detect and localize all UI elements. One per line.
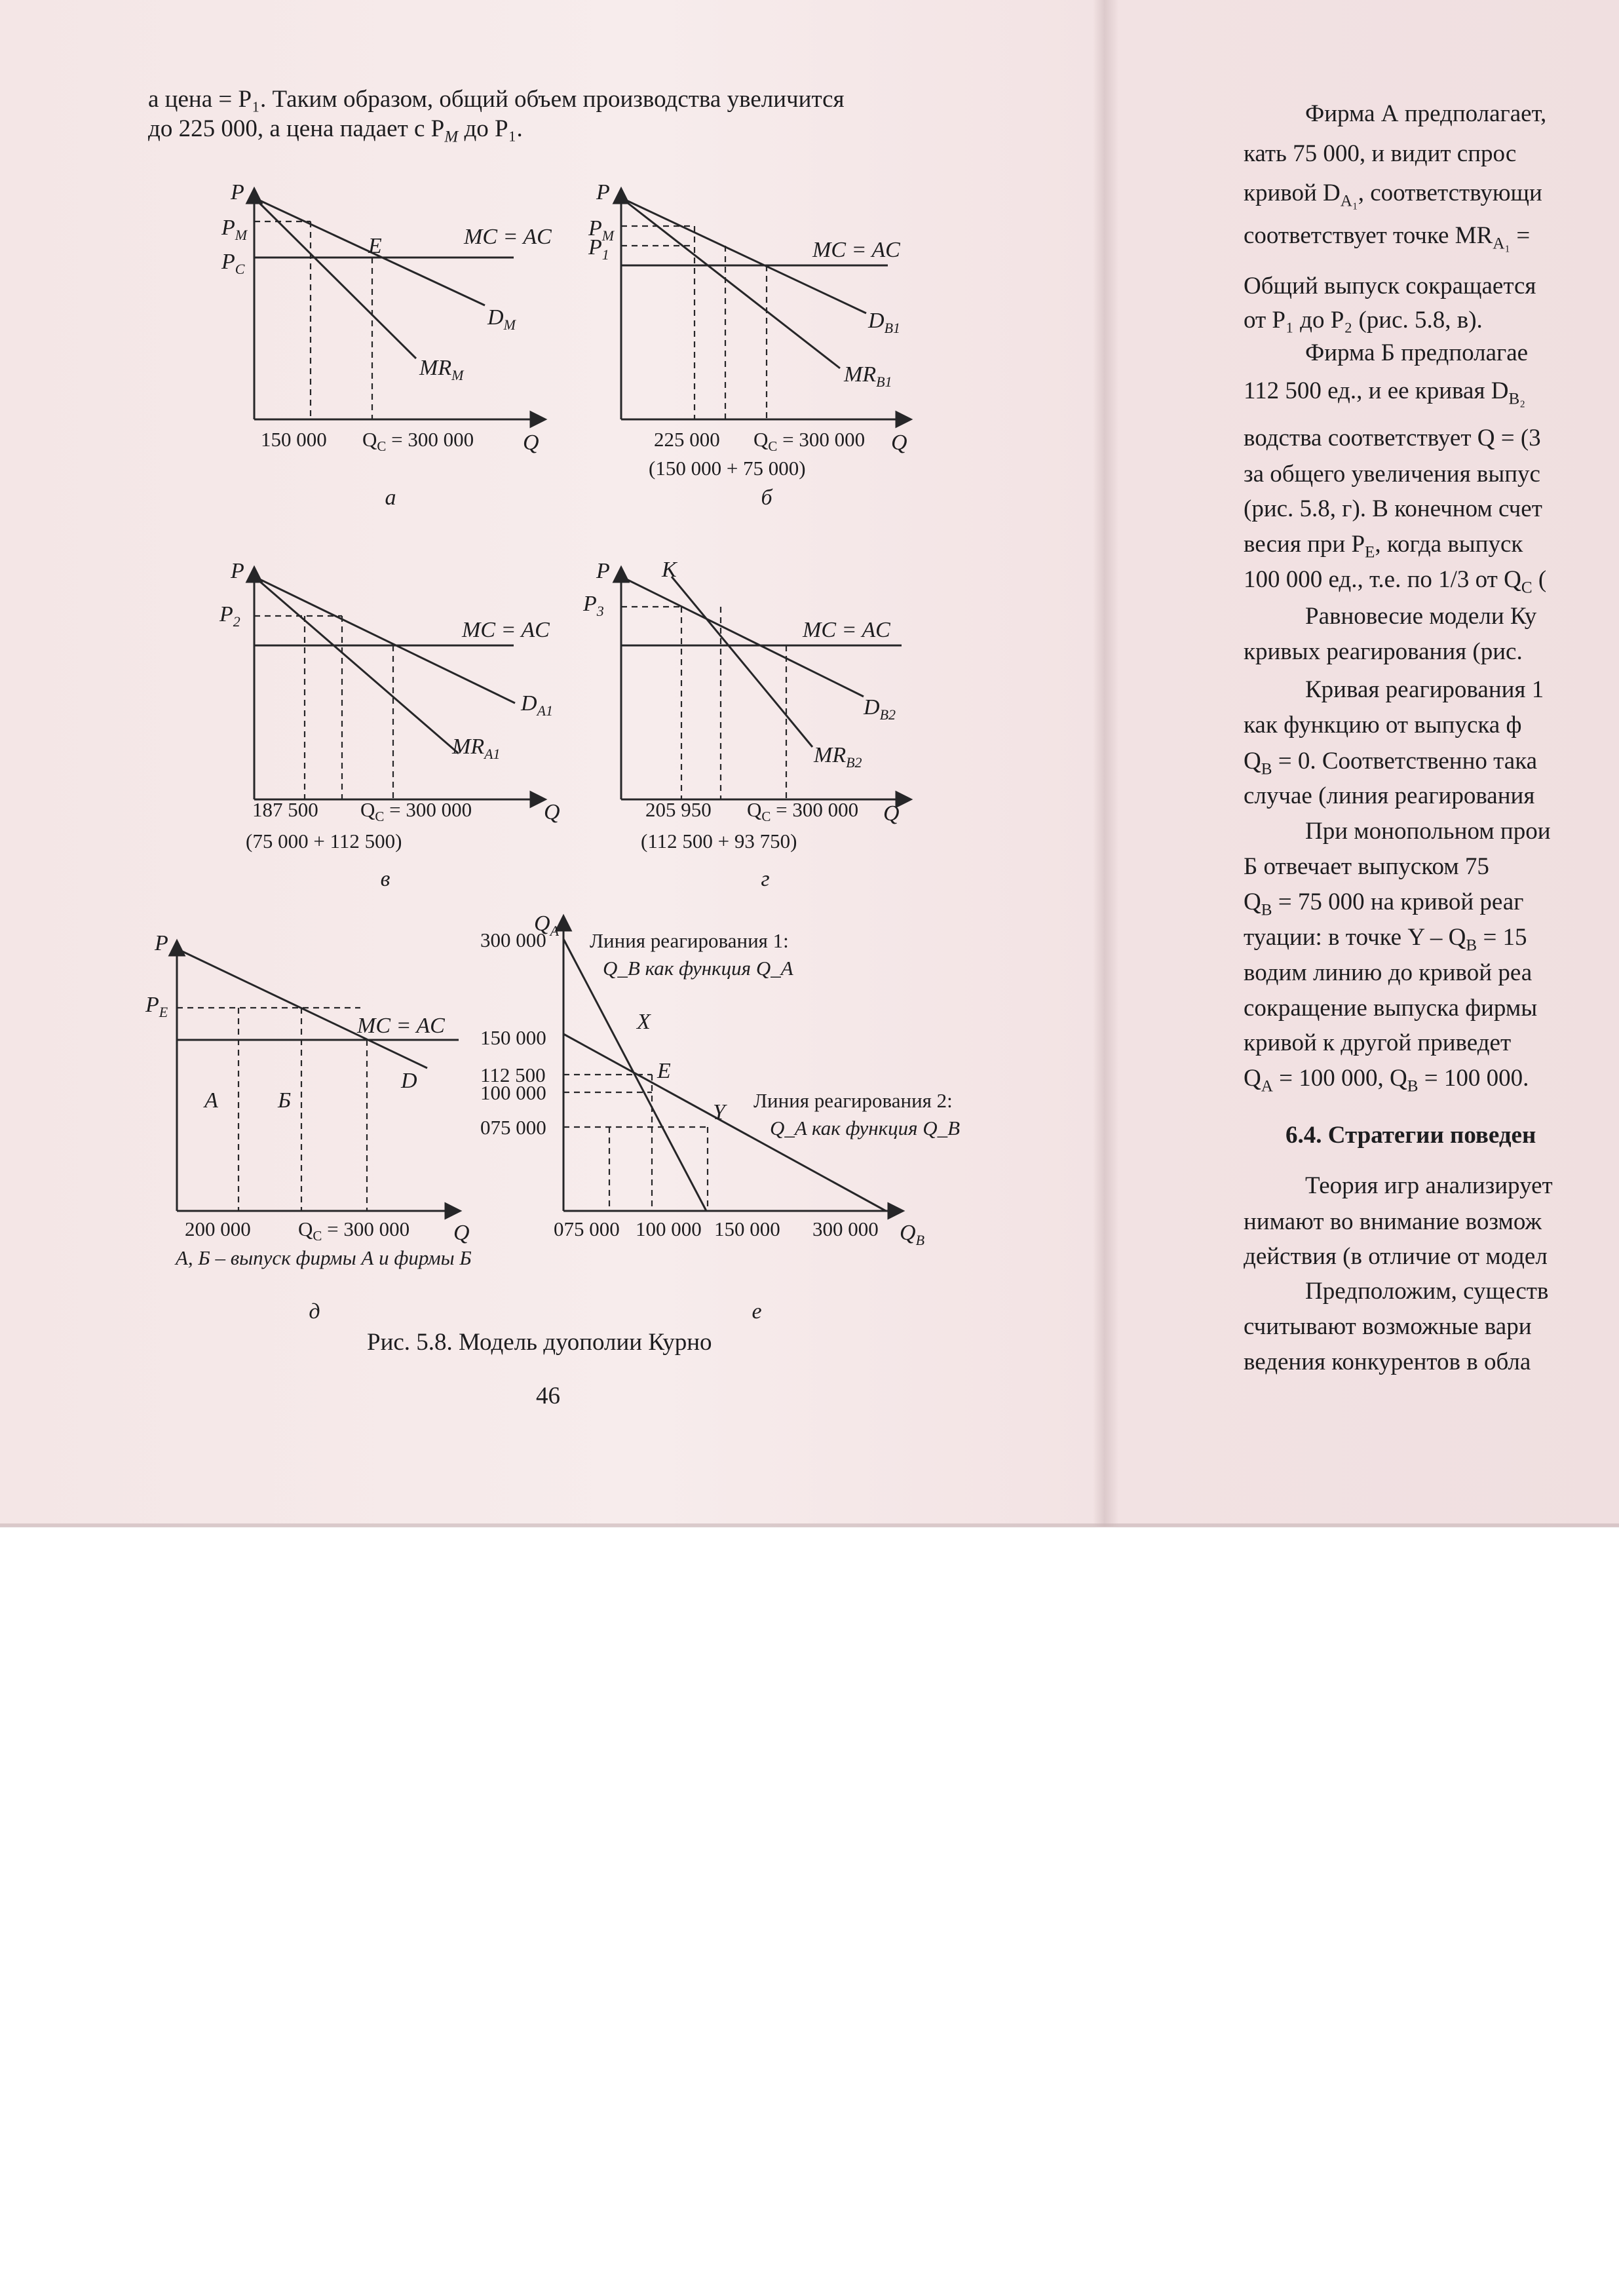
right-line-25: сокращение выпуска фирмы [1244,995,1538,1022]
right-line-13: 100 000 ед., т.е. по 1/3 от $Q_C$ ( [1244,566,1547,597]
right-line-3: кривой $D_{A_1}$, соответствующи [1244,180,1542,210]
panel-b-db1-label: $D_{B1}$ [868,309,901,336]
panel-a-xtick-1: 150 000 [261,428,327,451]
right-line-19: случае (линия реагирования [1244,782,1535,809]
panel-b-p1-label: $P_1$ [588,235,609,263]
right-line-27: $Q_A = 100$ 000, $Q_B = 100$ 000. [1244,1065,1529,1096]
panel-b-sum-note: (150 000 + 75 000) [649,457,806,480]
right-line-11: (рис. 5.8, г). В конечном счет [1244,495,1542,522]
panel-a-point-e: E [368,234,382,258]
panel-e-point-y: Y [713,1100,725,1124]
panel-d-xtick-2: $Q_C = 300$ 000 [298,1217,410,1244]
panel-a-p-label: P [231,180,244,204]
panel-b-mr-line [621,198,840,368]
reaction-line-2-title: Линия реагирования 2: [753,1089,953,1112]
right-line-12: весия при $P_E$, когда выпуск [1244,531,1523,562]
panel-e-xtick-1: 075 000 [554,1217,620,1240]
right-line-14: Равновесие модели Ку [1305,603,1537,630]
right-line-22: $Q_B = 75$ 000 на кривой реаг [1244,889,1524,919]
section-line-4: Предположим, существ [1305,1278,1549,1305]
right-line-9: водства соответствует Q = (3 [1244,425,1541,451]
panel-g-p-label: P [596,559,610,583]
panel-a-pc-label: $P_C$ [221,250,245,277]
panel-e [480,911,960,1324]
panel-e-qb-label: $Q_B$ [900,1221,925,1248]
panel-a-letter: а [385,486,396,510]
panel-e-ytick-1: 300 000 [480,928,546,951]
panel-e-qa-label: $Q_A$ [534,911,560,939]
panel-d-note: А, Б – выпуск фирмы А и фирмы Б [176,1246,472,1269]
panel-v-mra1-label: $MR_{A1}$ [452,735,501,762]
panel-d-area-a: A [204,1088,218,1113]
panel-g-p3-label: $P_3$ [583,592,604,619]
right-line-16: Кривая реагирования 1 [1305,676,1544,703]
section-line-3: действия (в отличие от модел [1244,1243,1548,1270]
panel-a-xtick-2: $Q_C = 300$ 000 [362,428,474,454]
panel-v-da1-label: $D_{A1}$ [521,691,554,719]
intro-line-1: а цена = P₁. Таким образом, общий объем производства увеличится [148,86,845,113]
panel-e-xtick-4: 300 000 [812,1217,879,1240]
panel-g-db2-label: $D_{B2}$ [864,695,896,723]
panel-g-mrb2-label: $MR_{B2}$ [814,743,862,771]
right-line-4: соответствует точке $MR_{A_1}$ = [1244,222,1531,253]
reaction-line-1-desc: Q_B как функция Q_A [603,957,793,980]
panel-d-p-label: P [155,931,168,955]
panel-g-q-label: Q [883,801,900,826]
panel-d-area-b: Б [278,1088,292,1113]
panel-d-mc-label: MC = AC [357,1014,445,1038]
section-heading: 6.4. Стратегии поведен [1286,1122,1536,1149]
panel-d-letter: д [309,1299,320,1324]
section-line-1: Теория игр анализирует [1305,1172,1553,1199]
right-line-26: кривой к другой приведет [1244,1029,1512,1056]
right-line-24: водим линию до кривой реа [1244,959,1533,986]
figure-caption: Рис. 5.8. Модель дуополии Курно [367,1329,712,1356]
section-line-6: ведения конкурентов в обла [1244,1349,1531,1375]
panel-e-ytick-4: 100 000 [480,1081,546,1104]
panel-d-xtick-1: 200 000 [185,1217,251,1240]
panel-a [221,180,552,510]
right-line-20: При монопольном прои [1305,818,1551,845]
panel-d-pe-label: $P_E$ [145,993,168,1020]
right-line-8: 112 500 ед., и ее кривая $D_{B_2}$ [1244,377,1526,408]
panel-a-mc-label: MC = AC [464,225,552,249]
panel-b-p-label: P [596,180,610,204]
panel-b-xtick-2: $Q_C = 300$ 000 [753,428,866,454]
right-line-7: Фирма Б предполагае [1305,339,1529,366]
section-line-5: считывают возможные вари [1244,1313,1532,1340]
panel-e-xtick-2: 100 000 [636,1217,702,1240]
panel-g-point-k: K [662,558,677,582]
panel-v-mc-label: MC = AC [462,618,550,642]
panel-g-xtick-2: $Q_C = 300$ 000 [747,798,859,824]
panel-v-xtick-1: 187 500 [252,798,318,821]
panel-g [582,558,909,891]
panel-v-letter: в [380,867,390,891]
right-line-10: за общего увеличения выпус [1244,461,1540,488]
panel-d-q-label: Q [453,1221,470,1245]
panel-g-xtick-1: 205 950 [645,798,712,821]
right-line-15: кривых реагирования (рис. [1244,638,1523,665]
panel-v-p2-label: $P_2$ [219,602,240,630]
panel-a-mrm-label: $MR_M$ [419,356,464,383]
panel-g-mc-label: MC = AC [803,618,890,642]
panel-a-pm-label: $P_M$ [221,216,248,243]
panel-e-ytick-5: 075 000 [480,1116,546,1139]
right-line-6: от P₁ до P₂ (рис. 5.8, в). [1244,307,1483,334]
panel-v-mr-line [254,577,459,754]
panel-e-ytick-2: 150 000 [480,1026,546,1049]
panel-e-letter: е [752,1299,762,1324]
right-line-17: как функцию от выпуска ф [1244,712,1522,738]
right-line-2: кать 75 000, и видит спрос [1244,140,1517,167]
panel-v-q-label: Q [544,800,560,824]
panel-v-p-label: P [231,559,244,583]
panel-b-letter: б [761,486,772,510]
right-line-5: Общий выпуск сокращается [1244,273,1536,299]
panel-b [588,180,909,510]
panel-e-point-x: X [637,1010,651,1034]
section-line-2: нимают во внимание возмож [1244,1208,1542,1235]
panel-b-mc-label: MC = AC [812,238,900,262]
panel-b-mrb1-label: $MR_{B1}$ [844,362,892,390]
panel-b-xtick-1: 225 000 [654,428,720,451]
right-line-23: туации: в точке $Y - Q_B = 15$ [1244,924,1527,955]
page-number: 46 [536,1383,560,1409]
panel-d-d-label: D [401,1069,417,1093]
panel-b-q-label: Q [891,430,907,455]
right-line-18: $Q_B = 0$. Соответственно така [1244,748,1538,778]
panel-g-letter: г [761,867,770,891]
panel-b-pm-label: $P_M$ [588,216,615,244]
panel-e-ytick-3: 112 500 [480,1063,546,1086]
panel-a-q-label: Q [523,430,539,455]
panel-e-point-e: E [657,1059,671,1083]
panel-v [219,559,560,891]
right-line-21: Б отвечает выпуском 75 [1244,853,1489,880]
panel-d [145,931,472,1324]
panel-g-sum-note: (112 500 + 93 750) [641,830,797,852]
panel-v-sum-note: (75 000 + 112 500) [246,830,402,852]
panel-a-dm-label: $D_M$ [487,305,516,333]
reaction-line-1-title: Линия реагирования 1: [590,929,789,952]
right-line-1: Фирма А предполагает, [1305,100,1547,127]
reaction-line-2-desc: Q_A как функция Q_B [770,1117,961,1139]
panel-v-xtick-2: $Q_C = 300$ 000 [360,798,472,824]
panel-e-xtick-3: 150 000 [714,1217,780,1240]
intro-line-2: до 225 000, а цена падает с $P_M$ до P₁. [148,115,523,146]
